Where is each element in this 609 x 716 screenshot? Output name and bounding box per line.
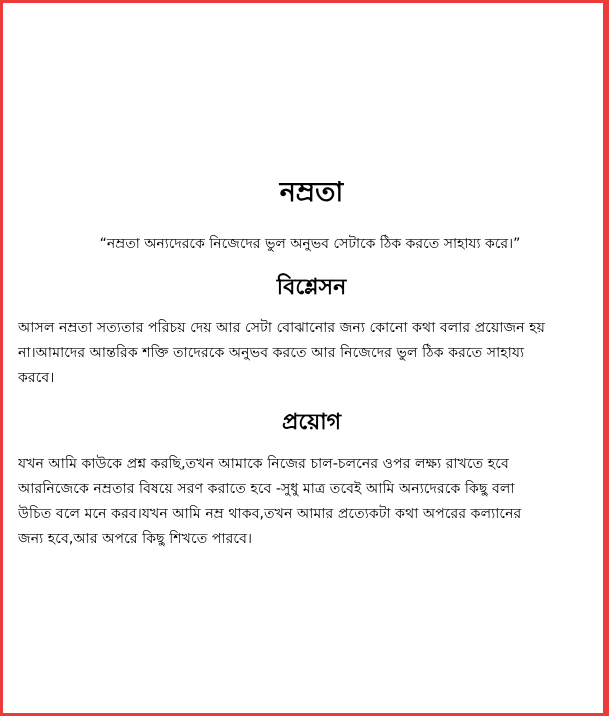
analysis-line: না।আমাদের আন্তরিক শক্তি তাদেরকে অনুভব করতে আর নিজেদের ভুল ঠিক করতে সাহায্য — [18, 345, 525, 361]
application-line: যখন আমি কাউকে প্রশ্ন করছি,তখন আমাকে নিজের চাল-চলনের ওপর লক্ষ্য রাখতে হবে — [18, 456, 509, 472]
analysis-line: আসল নম্রতা সত্যতার পরিচয় দেয় আর সেটা বোঝানোর জন্য কোনো কথা বলার প্রয়োজন হয় — [18, 320, 545, 336]
analysis-line: করবে। — [18, 370, 55, 386]
page-title: নম্রতা — [279, 177, 344, 208]
application-paragraph — [18, 452, 598, 552]
quote-text: “নম্রতা অন্যদেরকে নিজেদের ভুল অনুভব সেটাকে ঠিক করতে সাহায্য করে।” — [99, 236, 521, 252]
application-heading: প্রয়োগ — [281, 410, 342, 435]
analysis-heading: বিশ্লেসন — [276, 275, 347, 300]
application-line: উচিত বলে মনে করব।যখন আমি নম্র থাকব,তখন আমার প্রত্যেকটা কথা অপরের কল্যানের — [18, 506, 522, 522]
application-line: আরনিজেকে নম্রতার বিষয়ে সরণ করাতে হবে -সুধু মাত্র তবেই আমি অন্যদেরকে কিছু বলা — [18, 481, 515, 497]
application-line: জন্য হবে,আর অপরে কিছু শিখতে পারবে। — [18, 531, 253, 547]
analysis-paragraph — [18, 316, 598, 391]
